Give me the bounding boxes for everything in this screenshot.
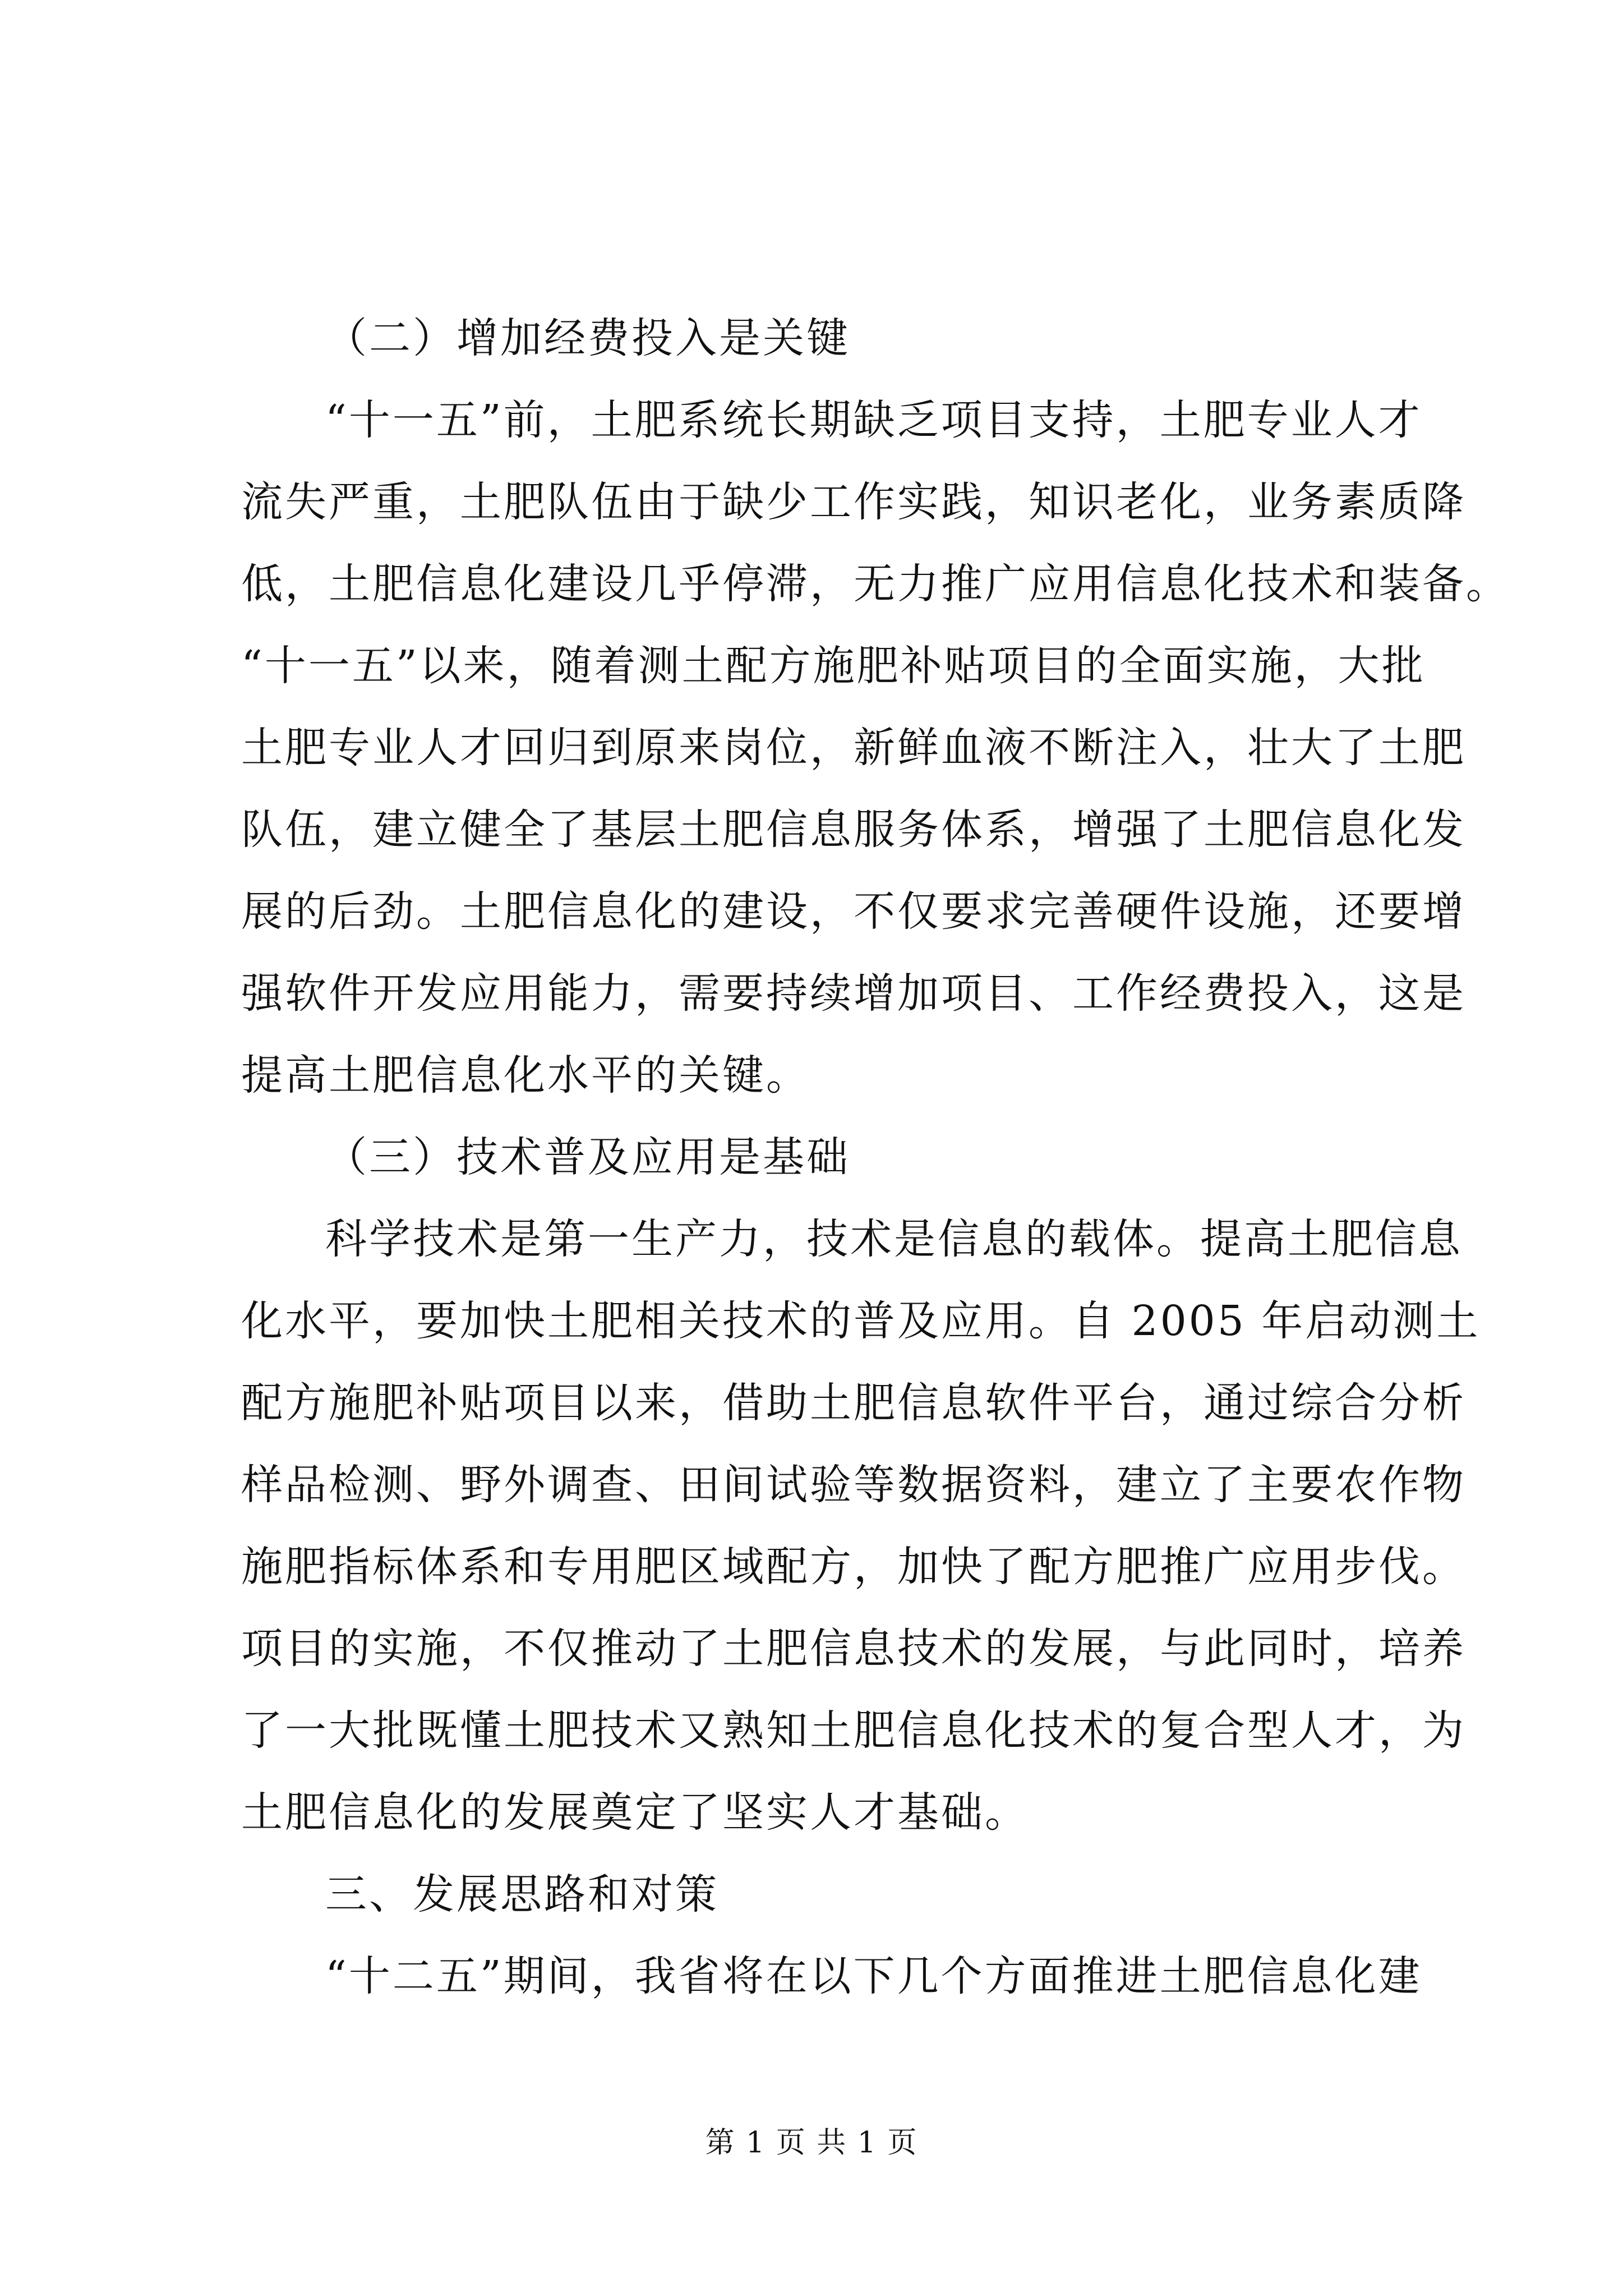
text-line: “十二五”期间，我省将在以下几个方面推进土肥信息化建	[325, 1952, 1422, 2000]
text-line: 土肥专业人才回归到原来岗位，新鲜血液不断注入，壮大了土肥	[241, 724, 1466, 772]
text-line: 强软件开发应用能力，需要持续增加项目、工作经费投入，这是	[241, 969, 1466, 1018]
text-line: 三、发展思路和对策	[325, 1870, 719, 1918]
text-line: 科学技术是第一生产力，技术是信息的载体。提高土肥信息	[325, 1215, 1463, 1263]
text-line: 施肥指标体系和专用肥区域配方，加快了配方肥推广应用步伐。	[241, 1543, 1466, 1591]
text-line: 流失严重，土肥队伍由于缺少工作实践，知识老化，业务素质降	[241, 478, 1466, 526]
text-line: 队伍，建立健全了基层土肥信息服务体系，增强了土肥信息化发	[241, 806, 1466, 854]
text-line: （二）增加经费投入是关键	[325, 314, 850, 362]
text-line: 化水平，要加快土肥相关技术的普及应用。自 2005 年启动测土	[241, 1297, 1481, 1345]
text-line: “十一五”前，土肥系统长期缺乏项目支持，土肥专业人才	[325, 396, 1422, 444]
text-line: 展的后劲。土肥信息化的建设，不仅要求完善硬件设施，还要增	[241, 887, 1466, 936]
text-line: 提高土肥信息化水平的关键。	[241, 1051, 810, 1099]
text-line: （三）技术普及应用是基础	[325, 1133, 850, 1181]
text-line: 土肥信息化的发展奠定了坚实人才基础。	[241, 1788, 1029, 1837]
page-footer: 第 1 页 共 1 页	[705, 2126, 918, 2160]
text-line: “十一五”以来，随着测土配方施肥补贴项目的全面实施，大批	[241, 642, 1426, 690]
text-line: 低，土肥信息化建设几乎停滞，无力推广应用信息化技术和装备。	[241, 560, 1510, 608]
text-line: 样品检测、野外调查、田间试验等数据资料，建立了主要农作物	[241, 1461, 1466, 1509]
text-line: 配方施肥补贴项目以来，借助土肥信息软件平台，通过综合分析	[241, 1379, 1466, 1427]
text-line: 了一大批既懂土肥技术又熟知土肥信息化技术的复合型人才，为	[241, 1706, 1466, 1755]
document-body	[241, 297, 1510, 2017]
text-line: 项目的实施，不仅推动了土肥信息技术的发展，与此同时，培养	[241, 1625, 1466, 1673]
